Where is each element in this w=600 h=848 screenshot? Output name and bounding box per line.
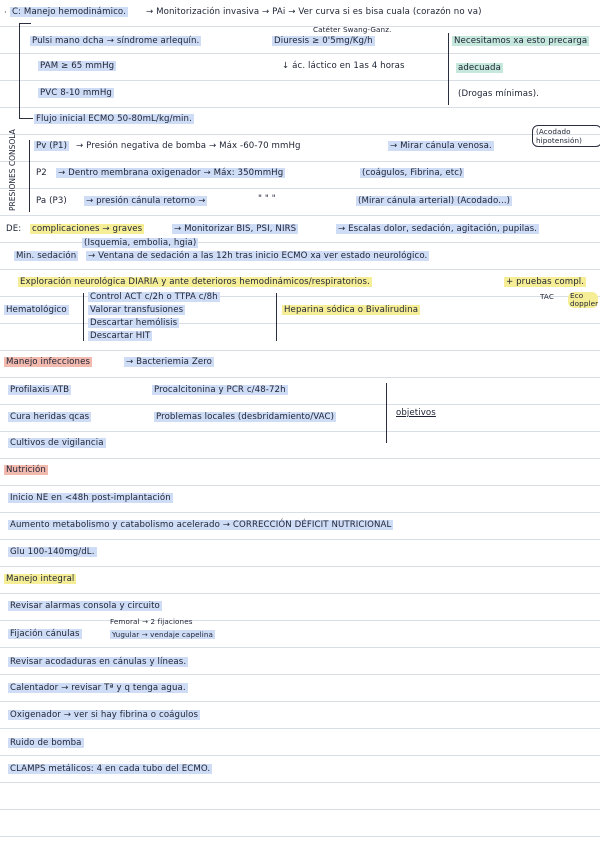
oxigenador-text: Oxigenador → ver si hay fibrina o coágulos: [10, 710, 199, 720]
objetivos-text: objetivos: [396, 408, 436, 418]
hemato-item: Control ACT c/2h o TTPA c/8h: [90, 292, 218, 302]
hemato-label: Hematológico: [6, 305, 67, 315]
c-bracket-top: [19, 23, 31, 24]
infecciones-title: Manejo infecciones: [6, 357, 91, 367]
pa-text: → presión cánula retorno →: [86, 196, 206, 206]
de-complicaciones: complicaciones → graves: [32, 224, 143, 234]
pv-text: → Presión negativa de bomba → Máx -60-70 mmHg: [76, 141, 301, 151]
hemato-item: Descartar HIT: [90, 331, 151, 341]
hemato-item: Descartar hemólisis: [90, 318, 178, 328]
acodaduras-text: Revisar acodaduras en cánulas y líneas.: [10, 657, 187, 667]
c-dash: ·: [4, 8, 7, 18]
pa-label: Pa (P3): [36, 196, 67, 206]
precarga-bracket: [448, 33, 449, 105]
ventana-text: → Ventana de sedación a las 12h tras inicio ECMO xa ver estado neurológico.: [88, 251, 428, 261]
pa-extra: (Mirar cánula arterial) (Acodado...): [358, 196, 511, 206]
objetivos-bracket: [386, 383, 387, 443]
nutricion-title: Nutrición: [6, 465, 46, 475]
c-bracket-bottom: [19, 118, 33, 119]
ac-lactico-text: ↓ ác. láctico en 1as 4 horas: [282, 61, 405, 71]
de-isquemia: (Isquemia, embolia, hgia): [84, 238, 197, 248]
precarga-text: Necesitamos xa esto precarga: [454, 36, 588, 46]
yugular-text: Yugular → vendaje capelina: [112, 630, 213, 639]
exploracion-text: Exploración neurológica DIARIA y ante deterioros hemodinámicos/respiratorios.: [20, 277, 370, 287]
pv-label: Pv (P1): [36, 141, 68, 151]
clamps-text: CLAMPS metálicos: 4 en cada tubo del ECMO.: [10, 764, 211, 774]
nutricion-item: Aumento metabolismo y catabolismo acelerado → CORRECCIÓN DÉFICIT NUTRICIONAL: [10, 520, 392, 530]
eco-text: Eco doppler: [570, 291, 599, 308]
pulsi-text: Pulsi mano dcha → síndrome arlequín.: [32, 36, 200, 46]
min-sedacion: Min. sedación: [16, 251, 77, 261]
de-prefix: DE:: [6, 224, 22, 234]
hemato-bracket-right: [276, 293, 277, 341]
p2-label: P2: [36, 168, 47, 178]
pvc-text: PVC 8-10 mmHg: [40, 88, 112, 98]
calentador-text: Calentador → revisar Tª y q tenga agua.: [10, 683, 186, 693]
alarmas-text: Revisar alarmas consola y circuito: [10, 601, 160, 611]
c-bracket-line: [19, 23, 20, 119]
hemato-item: Valorar transfusiones: [90, 305, 184, 315]
drogas-text: (Drogas mínimas).: [458, 89, 539, 99]
p2-extra: (coágulos, Fibrina, etc): [362, 168, 463, 178]
de-escalas: → Escalas dolor, sedación, agitación, pupilas.: [338, 224, 538, 234]
de-monitorizar: → Monitorizar BIS, PSI, NIRS: [174, 224, 297, 234]
ruido-text: Ruido de bomba: [10, 738, 82, 748]
pa-ditto: " " ": [258, 194, 276, 204]
adecuada-text: adecuada: [458, 63, 501, 73]
presiones-bracket: [29, 140, 30, 212]
diuresis-text: Diuresis ≥ 0'5mg/Kg/h: [274, 36, 373, 46]
tac-text: TAC: [540, 292, 554, 301]
c-title: C: Manejo hemodinámico.: [12, 7, 126, 17]
c-chain: → Monitorización invasiva → PAi → Ver curva si es bisa cuala (corazón no va): [146, 7, 482, 17]
pruebas-text: + pruebas compl.: [506, 277, 585, 287]
femoral-text: Femoral → 2 fijaciones: [110, 617, 193, 626]
infecciones-goal: → Bacteriemia Zero: [126, 357, 213, 367]
hemato-bracket-left: [83, 293, 84, 341]
infecciones-item: Cultivos de vigilancia: [10, 438, 104, 448]
pam-text: PAM ≥ 65 mmHg: [40, 61, 115, 71]
infecciones-item: Profilaxis ATB: [10, 385, 70, 395]
p2-text: → Dentro membrana oxigenador → Máx: 350mmHg: [58, 168, 284, 178]
pv-cannula: → Mirar cánula venosa.: [390, 141, 492, 151]
pv-acodado: (Acodado hipotensión): [532, 125, 600, 147]
heparina-text: Heparina sódica o Bivalirudina: [284, 305, 419, 315]
presiones-label: PRESIONES CONSOLA: [8, 129, 17, 211]
cateter-text: Catéter Swang-Ganz.: [313, 25, 392, 34]
nutricion-item: Inicio NE en <48h post-implantación: [10, 493, 171, 503]
nutricion-item: Glu 100-140mg/dL.: [10, 547, 95, 557]
flujo-text: Flujo inicial ECMO 50-80mL/kg/min.: [36, 114, 192, 124]
infecciones-item: Cura heridas qcas: [10, 412, 90, 422]
infecciones-mid-item: Procalcitonina y PCR c/48-72h: [154, 385, 286, 395]
fijacion-text: Fijación cánulas: [10, 629, 80, 639]
integral-title: Manejo integral: [6, 574, 75, 584]
infecciones-mid-item: Problemas locales (desbridamiento/VAC): [156, 412, 335, 422]
